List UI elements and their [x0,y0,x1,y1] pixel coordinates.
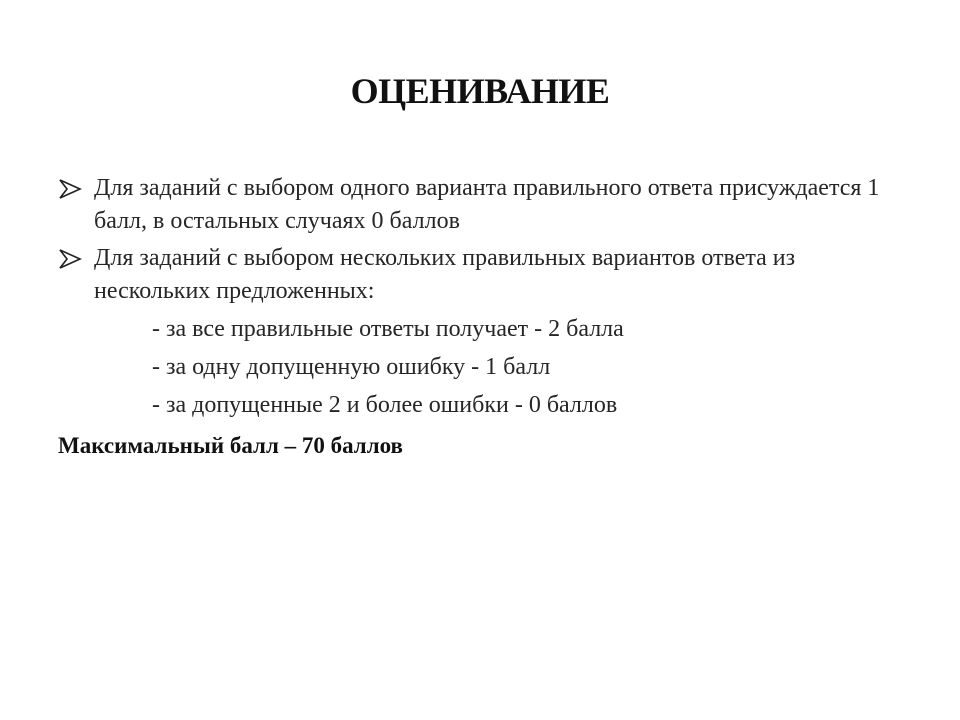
slide-title: ОЦЕНИВАНИЕ [350,71,610,111]
sub-item: - за одну допущенную ошибку - 1 балл [152,354,551,380]
arrowhead-bullet-icon [58,248,82,270]
bullet-text: Для заданий с выбором одного варианта правильного ответа присуждается 1 балл, в остальных случаях 0 баллов [94,175,880,234]
arrowhead-bullet-icon [58,178,82,200]
bullet-item [0,172,894,238]
bullet-text: Для заданий с выбором нескольких правильных вариантов ответа из нескольких предложенных: [94,245,796,304]
sub-item-list [0,310,960,424]
bullet-item [0,242,894,308]
bullet-list [0,172,960,424]
max-score-text: Максимальный балл – 70 баллов [58,433,403,458]
sub-item: - за все правильные ответы получает - 2 балла [152,316,624,342]
sub-item: - за допущенные 2 и более ошибки - 0 баллов [152,392,618,418]
